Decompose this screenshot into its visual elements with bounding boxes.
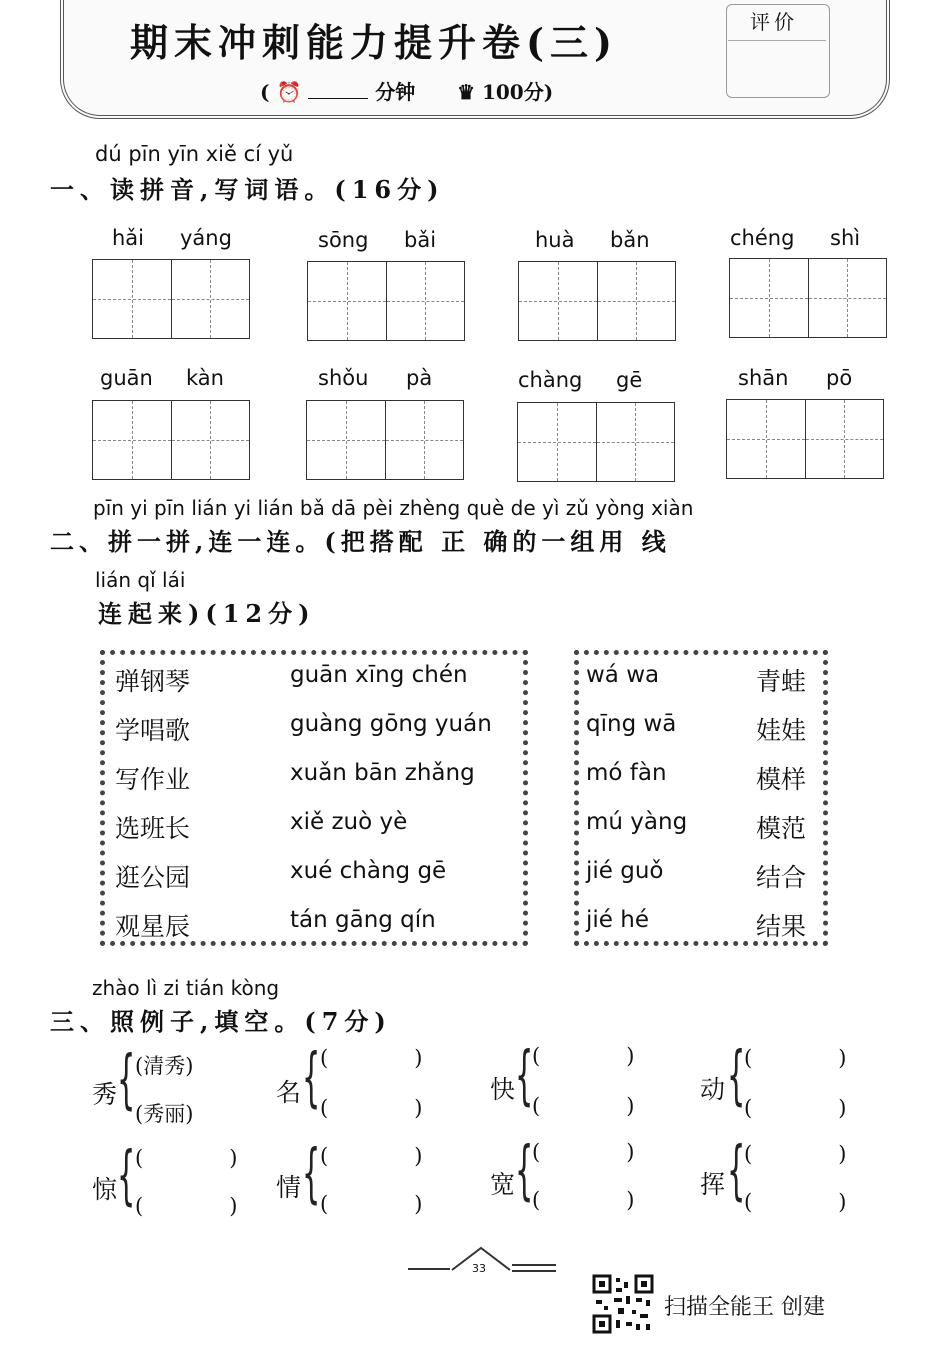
- section3-pinyin: zhào lì zi tián kòng: [92, 976, 280, 1000]
- char-jing: 惊: [92, 1175, 118, 1204]
- word-pinyin-4a: chéng: [730, 226, 795, 250]
- section2-heading-1: 二、拼一拼,连一连。(把搭配 正 确的一组用 线: [50, 527, 671, 556]
- right-pinyin-5[interactable]: jié guǒ: [586, 858, 664, 884]
- time-blank[interactable]: [308, 80, 368, 99]
- brace-qing: {: [302, 1137, 321, 1211]
- word-pinyin-8b: pō: [826, 366, 853, 390]
- section2-heading-2: 连起来)(12分): [98, 599, 316, 628]
- char-qing: 情: [276, 1173, 302, 1202]
- blank-ming-1[interactable]: ( ): [320, 1046, 423, 1070]
- brace-kuan: {: [515, 1134, 534, 1208]
- right-hanzi-6[interactable]: 结果: [756, 912, 807, 941]
- word-pinyin-2b: bǎi: [404, 228, 437, 252]
- blank-dong-1[interactable]: ( ): [744, 1046, 847, 1070]
- brace-ming: {: [302, 1041, 321, 1115]
- word-pinyin-3b: bǎn: [610, 228, 650, 252]
- footer-line-left: [408, 1268, 450, 1270]
- section1-pinyin: dú pīn yīn xiě cí yǔ: [95, 142, 294, 166]
- word-pinyin-4b: shì: [830, 226, 861, 250]
- example-answer-1: (清秀): [135, 1054, 194, 1078]
- char-hui: 挥: [700, 1170, 726, 1199]
- left-hanzi-3[interactable]: 写作业: [115, 765, 191, 794]
- qr-code-icon: [592, 1274, 654, 1334]
- blank-dong-2[interactable]: ( ): [744, 1096, 847, 1120]
- open-paren: (: [260, 80, 270, 104]
- left-hanzi-1[interactable]: 弹钢琴: [115, 667, 191, 696]
- word-pinyin-3a: huà: [535, 228, 575, 252]
- left-pinyin-4[interactable]: xiě zuò yè: [290, 809, 408, 835]
- writing-box-5[interactable]: [92, 400, 250, 480]
- total-score: 100分): [481, 80, 554, 104]
- writing-box-3[interactable]: [518, 261, 676, 341]
- writing-box-6[interactable]: [306, 400, 464, 480]
- page-number: 33: [472, 1262, 486, 1275]
- word-pinyin-6b: pà: [406, 366, 433, 390]
- brace-jing: {: [117, 1139, 136, 1213]
- time-score-line: [260, 76, 553, 105]
- example-char: 秀: [92, 1080, 118, 1109]
- footer-line-right-2: [512, 1270, 556, 1272]
- char-kuai: 快: [490, 1075, 516, 1104]
- char-dong: 动: [700, 1075, 726, 1104]
- section3-heading: 三、照例子,填空。(7分): [50, 1007, 392, 1036]
- word-pinyin-1a: hǎi: [112, 226, 145, 250]
- blank-ming-2[interactable]: ( ): [320, 1096, 423, 1120]
- right-hanzi-2[interactable]: 娃娃: [756, 716, 807, 745]
- blank-hui-1[interactable]: ( ): [744, 1142, 847, 1166]
- char-kuan: 宽: [490, 1170, 516, 1199]
- section2-pinyin-1: pīn yi pīn lián yi lián bǎ dā pèi zhèng què de yì zǔ yòng xiàn: [93, 496, 694, 520]
- example-answer-2: (秀丽): [135, 1102, 194, 1126]
- writing-box-4[interactable]: [729, 258, 887, 338]
- word-pinyin-1b: yáng: [180, 226, 232, 250]
- writing-box-7[interactable]: [517, 402, 675, 482]
- time-unit: 分钟: [375, 80, 416, 104]
- word-pinyin-5b: kàn: [186, 366, 224, 390]
- crown-icon: ♛: [457, 80, 475, 104]
- brace-dong: {: [727, 1039, 746, 1113]
- blank-kuan-1[interactable]: ( ): [532, 1140, 635, 1164]
- evaluation-divider: [728, 40, 826, 41]
- blank-kuai-1[interactable]: ( ): [532, 1044, 635, 1068]
- right-hanzi-1[interactable]: 青蛙: [756, 667, 807, 696]
- left-hanzi-6[interactable]: 观星辰: [115, 912, 191, 941]
- right-pinyin-2[interactable]: qīng wā: [586, 711, 677, 737]
- blank-qing-1[interactable]: ( ): [320, 1144, 423, 1168]
- word-pinyin-5a: guān: [100, 366, 153, 390]
- writing-box-1[interactable]: [92, 259, 250, 339]
- left-pinyin-6[interactable]: tán gāng qín: [290, 907, 436, 933]
- footer-line-right-1: [512, 1264, 556, 1266]
- blank-jing-2[interactable]: ( ): [135, 1194, 238, 1218]
- brace-hui: {: [727, 1134, 746, 1208]
- writing-box-2[interactable]: [307, 261, 465, 341]
- section2-pinyin-2: lián qǐ lái: [95, 568, 186, 592]
- left-pinyin-5[interactable]: xué chàng gē: [290, 858, 447, 884]
- clock-icon: ⏰: [276, 80, 302, 104]
- blank-kuan-2[interactable]: ( ): [532, 1188, 635, 1212]
- right-hanzi-3[interactable]: 模样: [756, 765, 807, 794]
- blank-hui-2[interactable]: ( ): [744, 1190, 847, 1214]
- right-pinyin-6[interactable]: jié hé: [586, 907, 649, 933]
- word-pinyin-6a: shǒu: [318, 366, 369, 390]
- blank-jing-1[interactable]: ( ): [135, 1146, 238, 1170]
- left-hanzi-4[interactable]: 选班长: [115, 814, 191, 843]
- word-pinyin-7a: chàng: [518, 368, 583, 392]
- section1-heading: 一、读拼音,写词语。(16分): [50, 175, 445, 204]
- evaluation-label: 评价: [750, 10, 798, 34]
- writing-box-8[interactable]: [726, 399, 884, 479]
- scanner-watermark: 扫描全能王 创建: [664, 1295, 825, 1320]
- char-ming: 名: [276, 1078, 302, 1107]
- right-hanzi-4[interactable]: 模范: [756, 814, 807, 843]
- right-pinyin-4[interactable]: mú yàng: [586, 809, 688, 835]
- left-hanzi-2[interactable]: 学唱歌: [115, 716, 191, 745]
- right-pinyin-1[interactable]: wá wa: [586, 662, 660, 688]
- word-pinyin-2a: sōng: [318, 228, 369, 252]
- word-pinyin-7b: gē: [616, 368, 643, 392]
- right-hanzi-5[interactable]: 结合: [756, 863, 807, 892]
- example-brace: {: [117, 1043, 136, 1117]
- left-pinyin-2[interactable]: guàng gōng yuán: [290, 711, 492, 737]
- left-pinyin-1[interactable]: guān xīng chén: [290, 662, 468, 688]
- blank-kuai-2[interactable]: ( ): [532, 1094, 635, 1118]
- left-pinyin-3[interactable]: xuǎn bān zhǎng: [290, 760, 475, 786]
- brace-kuai: {: [515, 1039, 534, 1113]
- page-title: 期末冲刺能力提升卷(三): [130, 20, 618, 65]
- right-pinyin-3[interactable]: mó fàn: [586, 760, 667, 786]
- left-hanzi-5[interactable]: 逛公园: [115, 863, 191, 892]
- word-pinyin-8a: shān: [738, 366, 789, 390]
- blank-qing-2[interactable]: ( ): [320, 1192, 423, 1216]
